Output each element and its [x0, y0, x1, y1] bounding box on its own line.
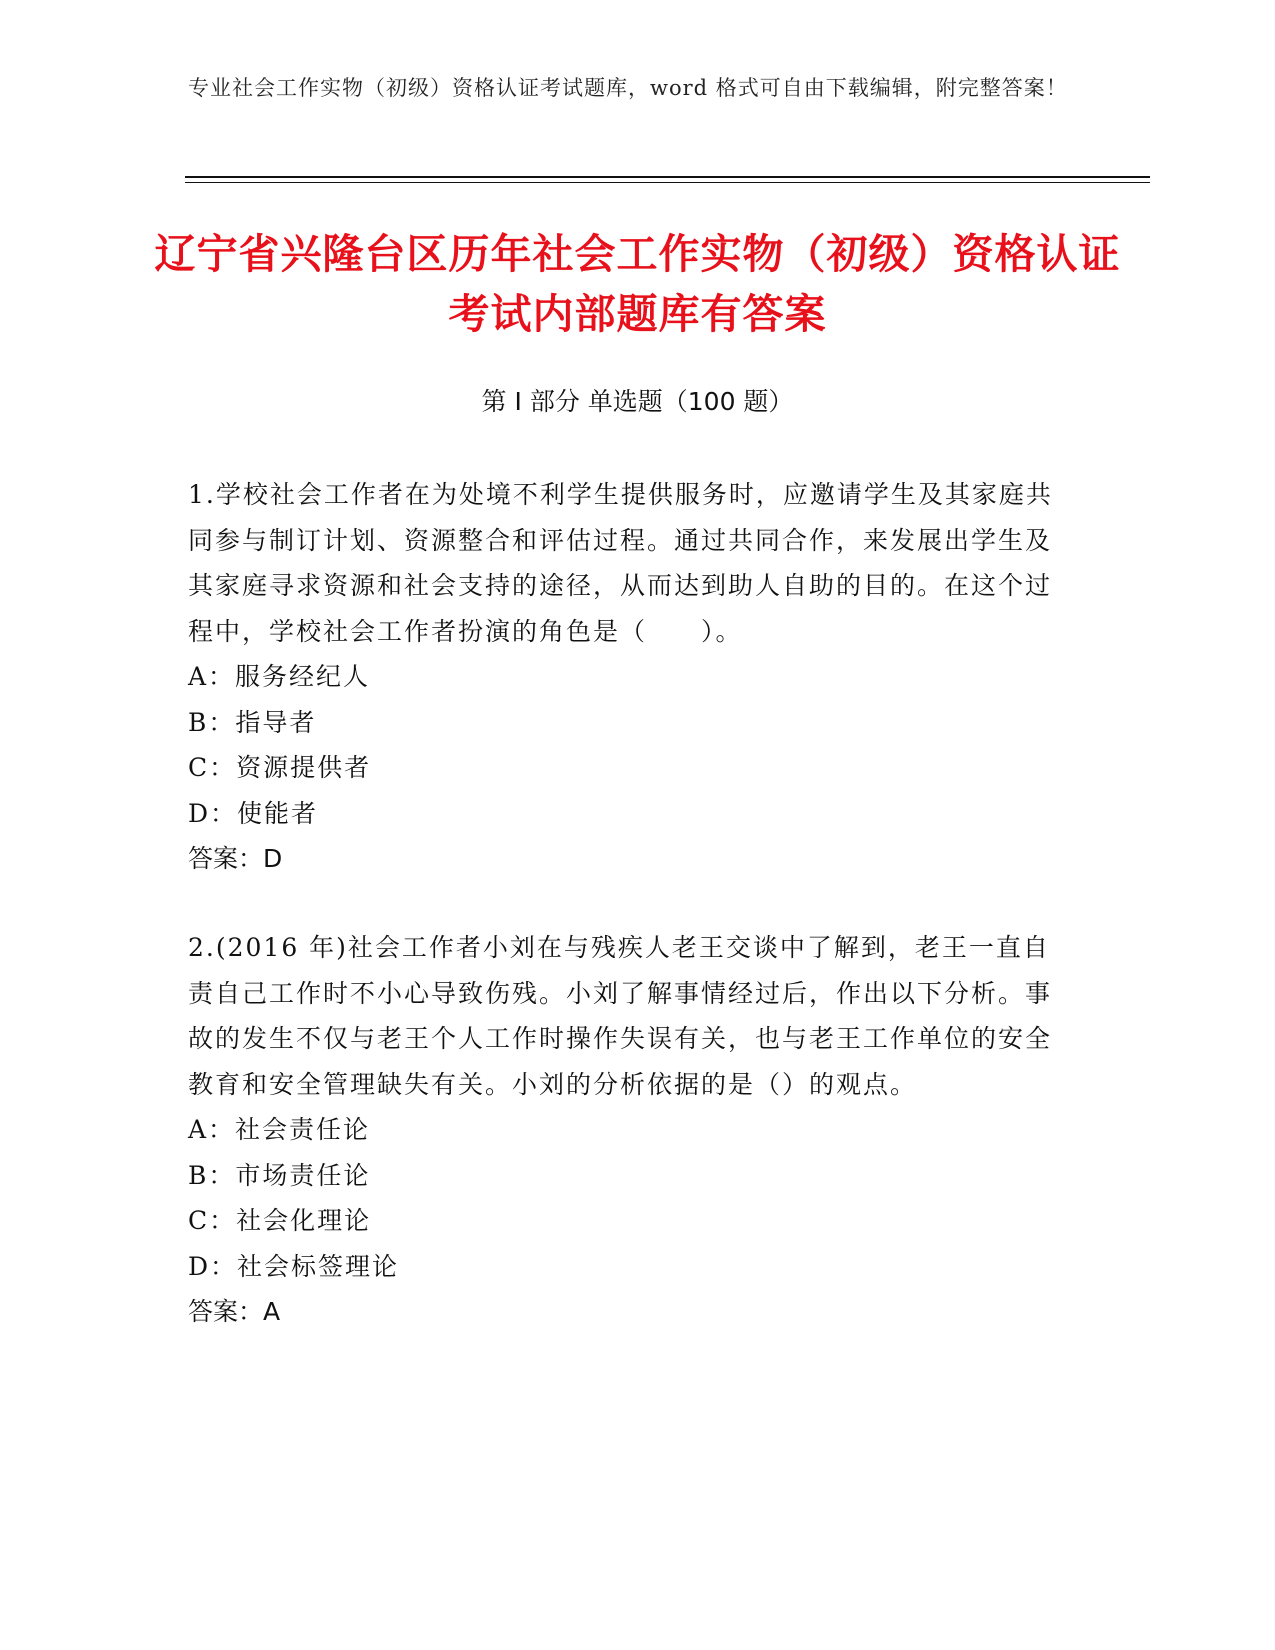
option-c: C：资源提供者: [188, 753, 372, 782]
answer: 答案：A: [188, 1297, 281, 1326]
option-c: C：社会化理论: [188, 1206, 372, 1235]
header-divider-thick: [185, 176, 1150, 178]
option-b: B：指导者: [188, 707, 317, 737]
question-stem: 2.(2016 年)社会工作者小刘在与残疾人老王交谈中了解到，老王一直自责自己工作时不小心导致伤残。小刘了解事情经过后，作出以下分析。事故的发生不仅与老王个人工作时操作失误有关，也与老王工作单位的安全教育和安全管理缺失有关。小刘的分析依据的是（）的观点。: [188, 933, 1053, 1099]
document-title: 辽宁省兴隆台区历年社会工作实物（初级）资格认证考试内部题库有答案: [154, 230, 1121, 338]
section-title: 第 I 部分 单选题（100 题）: [481, 387, 794, 416]
question-stem: 1.学校社会工作者在为处境不利学生提供服务时，应邀请学生及其家庭共同参与制订计划、资源整合和评估过程。通过共同合作，来发展出学生及其家庭寻求资源和社会支持的途径，从而达到助人自助的目的。在这个过程中，学校社会工作者扮演的角色是（ ）。: [188, 480, 1053, 646]
header-divider-thin: [185, 182, 1150, 183]
option-d: D：社会标签理论: [188, 1251, 400, 1281]
option-a: A：社会责任论: [188, 1115, 371, 1144]
question-1: [188, 472, 1068, 882]
option-d: D：使能者: [188, 798, 319, 828]
question-2: [188, 925, 1068, 1335]
option-a: A：服务经纪人: [188, 662, 371, 691]
header-note: 专业社会工作实物（初级）资格认证考试题库，word 格式可自由下载编辑，附完整答案！: [188, 76, 1068, 100]
answer: 答案：D: [188, 844, 283, 873]
option-b: B：市场责任论: [188, 1160, 371, 1190]
